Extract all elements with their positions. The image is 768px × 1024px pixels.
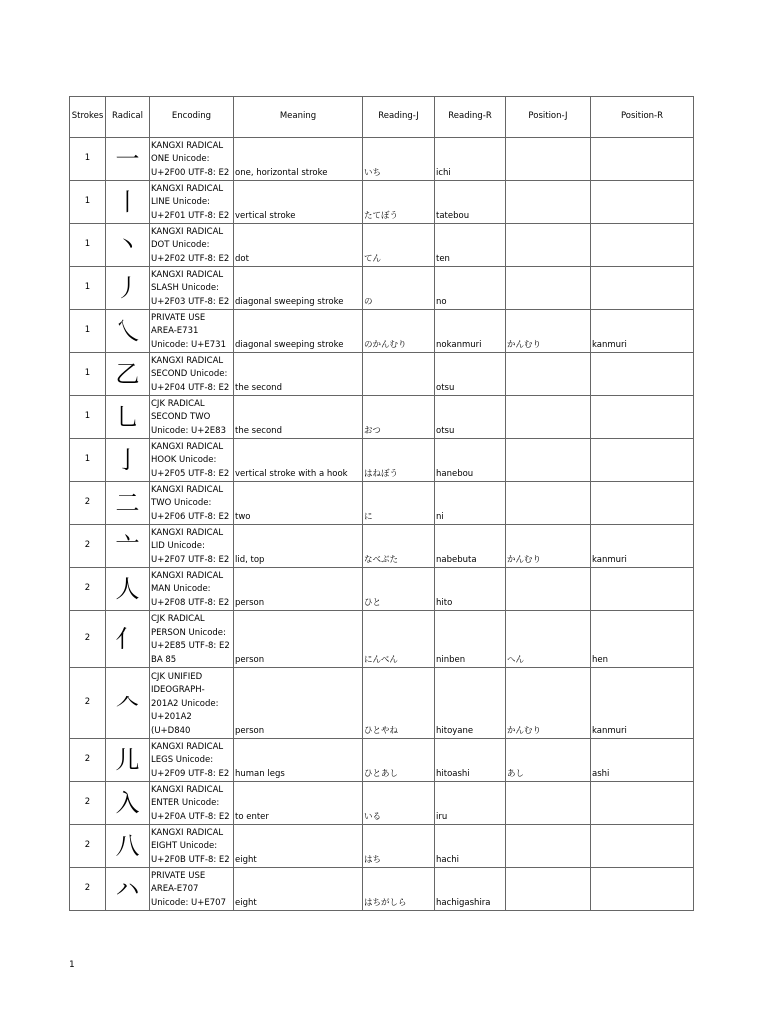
cell-encoding: CJK RADICAL SECOND TWO Unicode: U+2E83 — [150, 396, 234, 439]
cell-position-r — [591, 482, 694, 525]
cell-meaning: person — [234, 568, 363, 611]
cell-position-j — [506, 782, 591, 825]
cell-encoding: CJK UNIFIED IDEOGRAPH- 201A2 Unicode: U+201A2 (U+D840 — [150, 668, 234, 739]
cell-position-j — [506, 568, 591, 611]
cell-reading-j: はち — [363, 825, 435, 868]
cell-position-j — [506, 396, 591, 439]
cell-strokes: 2 — [70, 782, 106, 825]
cell-meaning: dot — [234, 224, 363, 267]
table-row — [70, 439, 694, 482]
cell-strokes: 2 — [70, 611, 106, 668]
cell-radical: 入 — [106, 782, 150, 825]
cell-position-j — [506, 138, 591, 181]
cell-reading-j: いる — [363, 782, 435, 825]
cell-position-j: かんむり — [506, 668, 591, 739]
cell-radical: 乚 — [106, 396, 150, 439]
cell-strokes: 2 — [70, 568, 106, 611]
cell-position-r — [591, 782, 694, 825]
cell-position-j — [506, 224, 591, 267]
cell-position-j: あし — [506, 739, 591, 782]
table-row — [70, 868, 694, 911]
cell-reading-j — [363, 353, 435, 396]
cell-reading-j: はねぼう — [363, 439, 435, 482]
cell-encoding: KANGXI RADICAL LID Unicode: U+2F07 UTF-8: E2 — [150, 525, 234, 568]
cell-strokes: 1 — [70, 439, 106, 482]
cell-reading-r: hanebou — [435, 439, 506, 482]
cell-encoding: KANGXI RADICAL EIGHT Unicode: U+2F0B UTF-8: E2 — [150, 825, 234, 868]
cell-position-j — [506, 868, 591, 911]
cell-meaning: human legs — [234, 739, 363, 782]
cell-position-r: ashi — [591, 739, 694, 782]
table-header-row — [70, 97, 694, 138]
cell-encoding: KANGXI RADICAL HOOK Unicode: U+2F05 UTF-8: E2 — [150, 439, 234, 482]
cell-reading-r: otsu — [435, 396, 506, 439]
cell-reading-r: ni — [435, 482, 506, 525]
cell-position-r — [591, 181, 694, 224]
page-number: 1 — [69, 960, 75, 970]
cell-reading-r: tatebou — [435, 181, 506, 224]
cell-radical: ハ — [106, 868, 150, 911]
cell-strokes: 1 — [70, 396, 106, 439]
cell-reading-j: に — [363, 482, 435, 525]
cell-position-j — [506, 353, 591, 396]
cell-position-r — [591, 396, 694, 439]
cell-reading-j: にんべん — [363, 611, 435, 668]
cell-meaning: to enter — [234, 782, 363, 825]
cell-reading-j: たてぼう — [363, 181, 435, 224]
cell-meaning: one, horizontal stroke — [234, 138, 363, 181]
table-row — [70, 138, 694, 181]
cell-radical: 乙 — [106, 353, 150, 396]
cell-reading-j: おつ — [363, 396, 435, 439]
cell-encoding: PRIVATE USE AREA-E707 Unicode: U+E707 — [150, 868, 234, 911]
cell-strokes: 2 — [70, 739, 106, 782]
cell-reading-j: はちがしら — [363, 868, 435, 911]
cell-position-r — [591, 568, 694, 611]
table-row — [70, 353, 694, 396]
cell-meaning: vertical stroke with a hook — [234, 439, 363, 482]
cell-encoding: KANGXI RADICAL ONE Unicode: U+2F00 UTF-8: E2 — [150, 138, 234, 181]
cell-meaning: diagonal sweeping stroke — [234, 310, 363, 353]
cell-meaning: lid, top — [234, 525, 363, 568]
cell-strokes: 2 — [70, 668, 106, 739]
cell-position-j — [506, 482, 591, 525]
cell-radical: 二 — [106, 482, 150, 525]
cell-meaning: diagonal sweeping stroke — [234, 267, 363, 310]
table-row — [70, 482, 694, 525]
cell-meaning: person — [234, 611, 363, 668]
cell-position-r: kanmuri — [591, 525, 694, 568]
cell-reading-r: nokanmuri — [435, 310, 506, 353]
cell-reading-j: のかんむり — [363, 310, 435, 353]
cell-reading-r: nabebuta — [435, 525, 506, 568]
table-row — [70, 525, 694, 568]
cell-reading-r: hachigashira — [435, 868, 506, 911]
cell-reading-r: otsu — [435, 353, 506, 396]
cell-encoding: KANGXI RADICAL ENTER Unicode: U+2F0A UTF-8: E2 — [150, 782, 234, 825]
cell-meaning: person — [234, 668, 363, 739]
cell-position-j: かんむり — [506, 310, 591, 353]
header-radical: Radical — [106, 97, 150, 138]
cell-strokes: 1 — [70, 138, 106, 181]
cell-reading-j: ひと — [363, 568, 435, 611]
cell-meaning: vertical stroke — [234, 181, 363, 224]
cell-radical: 丶 — [106, 224, 150, 267]
cell-position-r — [591, 224, 694, 267]
cell-strokes: 1 — [70, 267, 106, 310]
cell-radical: 丿 — [106, 267, 150, 310]
cell-radical: 丨 — [106, 181, 150, 224]
cell-radical: 亻 — [106, 611, 150, 668]
cell-radical: 一 — [106, 138, 150, 181]
cell-reading-r: no — [435, 267, 506, 310]
cell-reading-j: ひとあし — [363, 739, 435, 782]
cell-strokes: 2 — [70, 525, 106, 568]
cell-radical: 人 — [106, 568, 150, 611]
header-reading-r: Reading-R — [435, 97, 506, 138]
cell-strokes: 2 — [70, 825, 106, 868]
cell-position-r: hen — [591, 611, 694, 668]
cell-encoding: KANGXI RADICAL SLASH Unicode: U+2F03 UTF-8: E2 — [150, 267, 234, 310]
cell-encoding: KANGXI RADICAL DOT Unicode: U+2F02 UTF-8: E2 — [150, 224, 234, 267]
cell-meaning: eight — [234, 825, 363, 868]
cell-position-j: へん — [506, 611, 591, 668]
cell-radical: 乀 — [106, 310, 150, 353]
cell-position-r — [591, 825, 694, 868]
cell-position-r: kanmuri — [591, 668, 694, 739]
cell-meaning: eight — [234, 868, 363, 911]
cell-reading-r: hachi — [435, 825, 506, 868]
cell-strokes: 1 — [70, 353, 106, 396]
header-reading-j: Reading-J — [363, 97, 435, 138]
cell-radical: 八 — [106, 825, 150, 868]
cell-radical: 亠 — [106, 525, 150, 568]
radical-table — [69, 96, 694, 911]
cell-reading-j: ひとやね — [363, 668, 435, 739]
table-row — [70, 739, 694, 782]
table-row — [70, 224, 694, 267]
cell-encoding: KANGXI RADICAL MAN Unicode: U+2F08 UTF-8: E2 — [150, 568, 234, 611]
cell-position-r — [591, 439, 694, 482]
cell-position-j: かんむり — [506, 525, 591, 568]
cell-encoding: CJK RADICAL PERSON Unicode: U+2E85 UTF-8: E2 BA 85 — [150, 611, 234, 668]
cell-reading-j: てん — [363, 224, 435, 267]
header-encoding: Encoding — [150, 97, 234, 138]
table-row — [70, 782, 694, 825]
cell-position-r: kanmuri — [591, 310, 694, 353]
cell-reading-j: いち — [363, 138, 435, 181]
cell-reading-r: hitoashi — [435, 739, 506, 782]
cell-position-r — [591, 868, 694, 911]
cell-reading-j: の — [363, 267, 435, 310]
header-strokes: Strokes — [70, 97, 106, 138]
cell-strokes: 2 — [70, 482, 106, 525]
cell-reading-r: hito — [435, 568, 506, 611]
cell-reading-r: iru — [435, 782, 506, 825]
cell-position-r — [591, 353, 694, 396]
cell-encoding: KANGXI RADICAL SECOND Unicode: U+2F04 UTF-8: E2 — [150, 353, 234, 396]
header-position-j: Position-J — [506, 97, 591, 138]
table-row — [70, 611, 694, 668]
cell-position-j — [506, 181, 591, 224]
cell-position-j — [506, 825, 591, 868]
cell-meaning: the second — [234, 353, 363, 396]
cell-reading-j: なべぶた — [363, 525, 435, 568]
table-row — [70, 568, 694, 611]
table-row — [70, 668, 694, 739]
cell-encoding: PRIVATE USE AREA-E731 Unicode: U+E731 — [150, 310, 234, 353]
cell-strokes: 1 — [70, 224, 106, 267]
cell-strokes: 2 — [70, 868, 106, 911]
cell-reading-r: ninben — [435, 611, 506, 668]
cell-meaning: two — [234, 482, 363, 525]
cell-reading-r: ichi — [435, 138, 506, 181]
cell-radical: 儿 — [106, 739, 150, 782]
cell-encoding: KANGXI RADICAL TWO Unicode: U+2F06 UTF-8: E2 — [150, 482, 234, 525]
table-row — [70, 181, 694, 224]
cell-encoding: KANGXI RADICAL LEGS Unicode: U+2F09 UTF-8: E2 — [150, 739, 234, 782]
table-row — [70, 267, 694, 310]
cell-position-j — [506, 439, 591, 482]
header-meaning: Meaning — [234, 97, 363, 138]
cell-radical: 亅 — [106, 439, 150, 482]
cell-encoding: KANGXI RADICAL LINE Unicode: U+2F01 UTF-8: E2 — [150, 181, 234, 224]
cell-position-j — [506, 267, 591, 310]
cell-strokes: 1 — [70, 310, 106, 353]
cell-strokes: 1 — [70, 181, 106, 224]
table-row — [70, 825, 694, 868]
header-position-r: Position-R — [591, 97, 694, 138]
table-row — [70, 396, 694, 439]
cell-position-r — [591, 138, 694, 181]
cell-reading-r: hitoyane — [435, 668, 506, 739]
cell-meaning: the second — [234, 396, 363, 439]
table-row — [70, 310, 694, 353]
cell-reading-r: ten — [435, 224, 506, 267]
cell-position-r — [591, 267, 694, 310]
cell-radical: 𠆢 — [106, 668, 150, 739]
